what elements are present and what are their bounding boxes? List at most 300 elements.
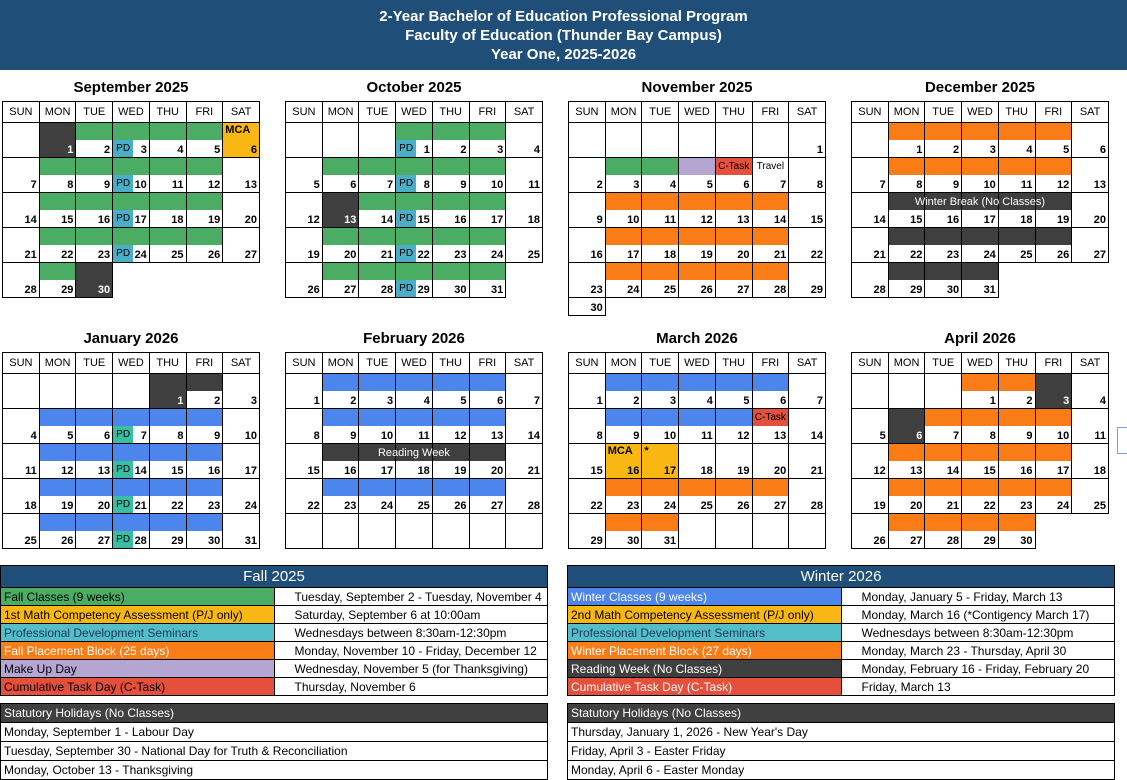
day-cell xyxy=(569,228,606,263)
event-band xyxy=(40,514,76,531)
day-cell xyxy=(569,374,606,409)
month-april-2026 xyxy=(851,330,1109,549)
event-band xyxy=(433,158,469,175)
dow-row xyxy=(286,353,543,374)
holiday-table xyxy=(567,703,1115,780)
day-cell xyxy=(286,228,323,263)
event-band xyxy=(642,228,678,245)
dow-header: MON xyxy=(322,102,359,123)
day-number: 28 xyxy=(773,284,787,296)
legend-row xyxy=(568,678,1115,696)
day-number: 27 xyxy=(244,249,257,261)
day-cell xyxy=(962,158,999,193)
dow-header: FRI xyxy=(469,353,506,374)
day-number: 11 xyxy=(171,179,184,191)
day-cell xyxy=(752,193,789,228)
event-band xyxy=(150,409,186,426)
day-cell xyxy=(998,263,1035,298)
day-cell xyxy=(998,158,1035,193)
day-cell xyxy=(715,193,752,228)
day-number: 4 xyxy=(423,395,430,407)
day-number: 18 xyxy=(700,465,713,477)
day-cell xyxy=(469,228,506,263)
event-band xyxy=(679,228,715,245)
legend-value: Thursday, November 6 xyxy=(274,678,548,696)
legend-label: Cumulative Task Day (C-Task) xyxy=(568,678,842,696)
event-band xyxy=(962,158,998,175)
day-cell xyxy=(186,514,223,549)
day-cell xyxy=(962,514,999,549)
event-band xyxy=(753,409,789,426)
event-band xyxy=(470,123,506,140)
dow-header: TUE xyxy=(359,102,396,123)
week-row xyxy=(569,409,826,444)
day-cell xyxy=(39,444,76,479)
day-cell xyxy=(286,444,323,479)
day-cell xyxy=(469,479,506,514)
month-november-2025 xyxy=(568,79,826,316)
day-cell xyxy=(679,263,716,298)
event-band xyxy=(925,158,961,175)
day-number: 11 xyxy=(701,430,713,442)
month-title: February 2026 xyxy=(363,330,465,347)
day-cell xyxy=(752,409,789,444)
day-number: 24 xyxy=(627,284,640,296)
day-number: 8 xyxy=(596,430,603,442)
day-number: 17 xyxy=(380,465,394,477)
day-cell xyxy=(76,514,113,549)
day-cell xyxy=(569,479,606,514)
day-cell xyxy=(3,123,40,158)
day-cell xyxy=(888,409,925,444)
dow-header: FRI xyxy=(752,353,789,374)
day-cell xyxy=(322,158,359,193)
day-number: 18 xyxy=(417,465,430,477)
event-band xyxy=(889,158,925,175)
span-label: Reading Week xyxy=(377,446,450,459)
day-cell xyxy=(396,158,433,193)
holiday-header-row xyxy=(1,704,548,723)
pd-badge: PD xyxy=(396,210,416,227)
dow-header: MON xyxy=(605,102,642,123)
day-cell xyxy=(642,263,679,298)
day-cell xyxy=(925,123,962,158)
day-number: 20 xyxy=(737,249,750,261)
day-cell xyxy=(1035,514,1072,549)
event-band xyxy=(150,444,186,461)
day-number: 22 xyxy=(307,500,320,512)
day-cell xyxy=(789,409,826,444)
event-band xyxy=(925,479,961,496)
day-number: 12 xyxy=(700,214,713,226)
dow-header: WED xyxy=(962,353,999,374)
event-band xyxy=(925,409,961,426)
day-cell xyxy=(962,409,999,444)
day-cell xyxy=(469,514,506,549)
day-number: 21 xyxy=(527,465,540,477)
day-number: 23 xyxy=(97,249,111,261)
event-band xyxy=(1036,409,1072,426)
day-number: 8 xyxy=(916,179,923,191)
day-number: 22 xyxy=(590,500,603,512)
day-number: 27 xyxy=(910,535,923,547)
event-band xyxy=(642,263,678,280)
day-cell xyxy=(925,158,962,193)
day-number: 16 xyxy=(590,249,603,261)
legend-label: 2nd Math Competency Assessment (P/J only) xyxy=(568,606,842,624)
day-number: 20 xyxy=(97,500,111,512)
holiday-item: Monday, September 1 - Labour Day xyxy=(1,723,548,742)
event-band xyxy=(962,374,998,391)
day-cell xyxy=(789,228,826,263)
day-number: 20 xyxy=(490,465,504,477)
day-number: 11 xyxy=(528,179,540,191)
event-band xyxy=(433,123,469,140)
day-number: 2 xyxy=(460,144,467,156)
legend-row xyxy=(568,588,1115,606)
day-number: 16 xyxy=(454,214,467,226)
day-number: 14 xyxy=(946,465,960,477)
day-cell xyxy=(186,374,223,409)
day-number: 31 xyxy=(490,284,504,296)
day-number: 19 xyxy=(454,465,467,477)
day-cell xyxy=(998,228,1035,263)
week-row xyxy=(286,409,543,444)
day-cell xyxy=(1035,409,1072,444)
day-number: 7 xyxy=(533,395,540,407)
day-number: 6 xyxy=(1099,144,1106,156)
event-band xyxy=(40,158,76,175)
day-cell xyxy=(76,123,113,158)
day-number: 14 xyxy=(810,430,823,442)
day-number: 27 xyxy=(773,500,787,512)
day-cell xyxy=(432,263,469,298)
day-cell xyxy=(852,228,889,263)
pd-badge: PD xyxy=(113,140,133,157)
day-number: 4 xyxy=(706,395,713,407)
day-number: 23 xyxy=(454,249,467,261)
day-number: 29 xyxy=(983,535,996,547)
day-number: 19 xyxy=(700,249,713,261)
event-band xyxy=(150,123,186,140)
day-cell xyxy=(39,123,76,158)
event-band xyxy=(323,374,359,391)
dow-header: SAT xyxy=(789,353,826,374)
day-number: 22 xyxy=(417,249,430,261)
day-number: 22 xyxy=(910,249,923,261)
day-cell xyxy=(113,479,150,514)
day-cell xyxy=(925,479,962,514)
dow-header: SUN xyxy=(569,102,606,123)
event-band xyxy=(113,228,149,245)
day-number: 14 xyxy=(134,465,147,477)
day-cell xyxy=(605,479,642,514)
day-number: 31 xyxy=(983,284,996,296)
event-band xyxy=(433,409,469,426)
day-number: 29 xyxy=(417,284,430,296)
day-number: 7 xyxy=(952,430,960,442)
month-january-2026 xyxy=(2,330,260,549)
event-band xyxy=(962,479,998,496)
event-band xyxy=(470,374,506,391)
day-cell xyxy=(752,158,789,193)
day-cell xyxy=(286,193,323,228)
event-band xyxy=(433,228,469,245)
day-number: 3 xyxy=(989,144,996,156)
day-cell xyxy=(223,409,260,444)
event-band xyxy=(187,409,223,426)
day-cell xyxy=(3,158,40,193)
day-cell xyxy=(186,444,223,479)
day-number: 15 xyxy=(590,465,603,477)
day-cell xyxy=(715,158,752,193)
month-december-2025 xyxy=(851,79,1109,316)
day-cell xyxy=(223,514,260,549)
day-number: 10 xyxy=(1056,430,1070,442)
legend-header-row xyxy=(1,566,548,588)
day-cell xyxy=(789,158,826,193)
day-number: 7 xyxy=(816,395,823,407)
day-number: 17 xyxy=(244,465,257,477)
day-number: 26 xyxy=(207,249,221,261)
week-row xyxy=(852,374,1109,409)
day-cell xyxy=(223,193,260,228)
event-band xyxy=(642,409,678,426)
day-cell xyxy=(113,409,150,444)
day-cell xyxy=(888,228,925,263)
month-title: November 2025 xyxy=(641,79,753,96)
day-cell xyxy=(76,479,113,514)
day-number: 10 xyxy=(244,430,257,442)
month-table xyxy=(285,352,543,549)
event-band xyxy=(716,193,752,210)
day-number: 5 xyxy=(1063,144,1070,156)
event-band xyxy=(679,479,715,496)
event-band xyxy=(187,514,223,531)
dow-header: TUE xyxy=(76,353,113,374)
day-number: 12 xyxy=(1056,179,1070,191)
day-number: 12 xyxy=(61,465,74,477)
day-cell xyxy=(789,374,826,409)
event-band xyxy=(323,158,359,175)
event-band xyxy=(150,514,186,531)
event-band xyxy=(396,158,432,175)
holiday-table xyxy=(0,703,548,780)
day-number: 31 xyxy=(244,535,257,547)
event-band xyxy=(76,409,112,426)
day-number: 28 xyxy=(527,500,540,512)
legend-label: 1st Math Competency Assessment (P/J only) xyxy=(1,606,275,624)
header-line-1: 2-Year Bachelor of Education Professional Program xyxy=(379,8,748,25)
day-cell xyxy=(286,374,323,409)
dow-header: TUE xyxy=(76,102,113,123)
dow-header: MON xyxy=(605,353,642,374)
legend-row xyxy=(1,660,548,678)
week-row xyxy=(569,193,826,228)
event-band xyxy=(396,409,432,426)
holiday-item: Monday, October 13 - Thanksgiving xyxy=(1,761,548,780)
day-number: 11 xyxy=(1020,179,1033,191)
dow-header: MON xyxy=(39,102,76,123)
holiday-row xyxy=(568,742,1115,761)
event-band xyxy=(679,263,715,280)
day-cell xyxy=(322,409,359,444)
event-band xyxy=(359,193,395,210)
day-number: 13 xyxy=(1093,179,1106,191)
legend-row xyxy=(1,624,548,642)
month-february-2026 xyxy=(285,330,543,549)
event-band xyxy=(187,228,223,245)
day-number: 19 xyxy=(737,465,750,477)
week-row xyxy=(569,479,826,514)
day-number: 2 xyxy=(103,144,111,156)
event-band xyxy=(40,409,76,426)
day-cell xyxy=(1035,228,1072,263)
day-number: 9 xyxy=(460,179,467,191)
day-number: 1 xyxy=(313,395,320,407)
event-band xyxy=(187,193,223,210)
day-number: 9 xyxy=(633,430,640,442)
day-number: 15 xyxy=(910,214,923,226)
event-band xyxy=(999,228,1035,245)
event-band xyxy=(606,228,642,245)
day-cell xyxy=(752,228,789,263)
day-cell xyxy=(569,158,606,193)
event-band xyxy=(753,193,789,210)
day-number: 18 xyxy=(663,249,677,261)
day-number: 25 xyxy=(1020,249,1033,261)
dow-header: WED xyxy=(396,102,433,123)
day-cell xyxy=(396,514,433,549)
day-number: 25 xyxy=(171,249,184,261)
day-cell xyxy=(752,123,789,158)
day-number: 21 xyxy=(873,249,886,261)
day-cell xyxy=(925,444,962,479)
event-band xyxy=(925,514,961,531)
day-cell xyxy=(569,298,606,316)
day-cell xyxy=(286,479,323,514)
legend-label: Professional Development Seminars xyxy=(568,624,842,642)
event-band xyxy=(962,123,998,140)
day-number: 8 xyxy=(177,430,184,442)
event-band xyxy=(889,228,925,245)
day-cell xyxy=(998,479,1035,514)
day-number: 23 xyxy=(590,284,603,296)
day-cell xyxy=(925,228,962,263)
event-band xyxy=(962,444,998,461)
day-cell xyxy=(223,374,260,409)
day-number: 3 xyxy=(1063,395,1070,407)
day-number: 7 xyxy=(30,179,37,191)
day-cell xyxy=(569,444,606,479)
event-band xyxy=(716,479,752,496)
week-row xyxy=(852,444,1109,479)
month-table xyxy=(2,352,260,549)
day-number: 26 xyxy=(700,284,713,296)
day-number: 25 xyxy=(1093,500,1106,512)
event-band xyxy=(433,193,469,210)
dow-header: FRI xyxy=(186,353,223,374)
event-band xyxy=(396,193,432,210)
pd-badge: PD xyxy=(396,175,416,192)
dow-header: SAT xyxy=(223,102,260,123)
day-cell xyxy=(3,228,40,263)
day-cell xyxy=(642,514,679,549)
event-band xyxy=(150,193,186,210)
event-band xyxy=(914,193,1046,210)
event-band xyxy=(962,263,998,280)
day-number: 27 xyxy=(490,500,504,512)
day-number: 16 xyxy=(97,214,111,226)
dow-header: SUN xyxy=(3,102,40,123)
day-cell xyxy=(39,158,76,193)
day-number: 1 xyxy=(596,395,603,407)
dow-header: SAT xyxy=(506,353,543,374)
dow-header: THU xyxy=(432,353,469,374)
day-number: 9 xyxy=(596,214,603,226)
holiday-item: Thursday, January 1, 2026 - New Year's Day xyxy=(568,723,1115,742)
day-cell xyxy=(506,228,543,263)
event-band xyxy=(716,228,752,245)
event-band xyxy=(40,479,76,496)
day-number: 5 xyxy=(313,179,320,191)
day-number: 28 xyxy=(134,535,147,547)
day-cell xyxy=(186,228,223,263)
day-number: 28 xyxy=(873,284,886,296)
day-cell xyxy=(642,479,679,514)
day-cell xyxy=(39,263,76,298)
event-band xyxy=(889,444,925,461)
week-row xyxy=(569,298,826,316)
week-row xyxy=(569,123,826,158)
day-number: 1 xyxy=(423,144,430,156)
legend-value: Monday, March 23 - Thursday, April 30 xyxy=(841,642,1115,660)
day-number: 29 xyxy=(810,284,823,296)
day-cell xyxy=(752,298,789,316)
event-band xyxy=(606,514,642,531)
day-number: 30 xyxy=(97,284,111,296)
day-number: 3 xyxy=(497,144,504,156)
day-cell xyxy=(679,514,716,549)
day-cell xyxy=(715,228,752,263)
day-number: 9 xyxy=(103,179,111,191)
event-band xyxy=(113,514,149,531)
event-band xyxy=(999,374,1035,391)
day-cell xyxy=(642,374,679,409)
legend-section xyxy=(0,565,1127,780)
event-band xyxy=(359,479,395,496)
event-band xyxy=(396,123,432,140)
week-row xyxy=(3,123,260,158)
event-band xyxy=(470,158,506,175)
day-cell xyxy=(396,479,433,514)
event-band xyxy=(76,479,112,496)
event-band xyxy=(187,374,223,391)
day-number: 10 xyxy=(380,430,394,442)
legend-row xyxy=(1,678,548,696)
week-row xyxy=(852,123,1109,158)
day-cell xyxy=(469,193,506,228)
legend-label: Make Up Day xyxy=(1,660,275,678)
dow-header: FRI xyxy=(469,102,506,123)
event-band xyxy=(76,193,112,210)
day-number: 13 xyxy=(773,430,787,442)
day-cell xyxy=(852,158,889,193)
legend-value: Wednesday, November 5 (for Thanksgiving) xyxy=(274,660,548,678)
day-cell xyxy=(679,298,716,316)
day-cell xyxy=(888,444,925,479)
day-number: 9 xyxy=(214,430,221,442)
